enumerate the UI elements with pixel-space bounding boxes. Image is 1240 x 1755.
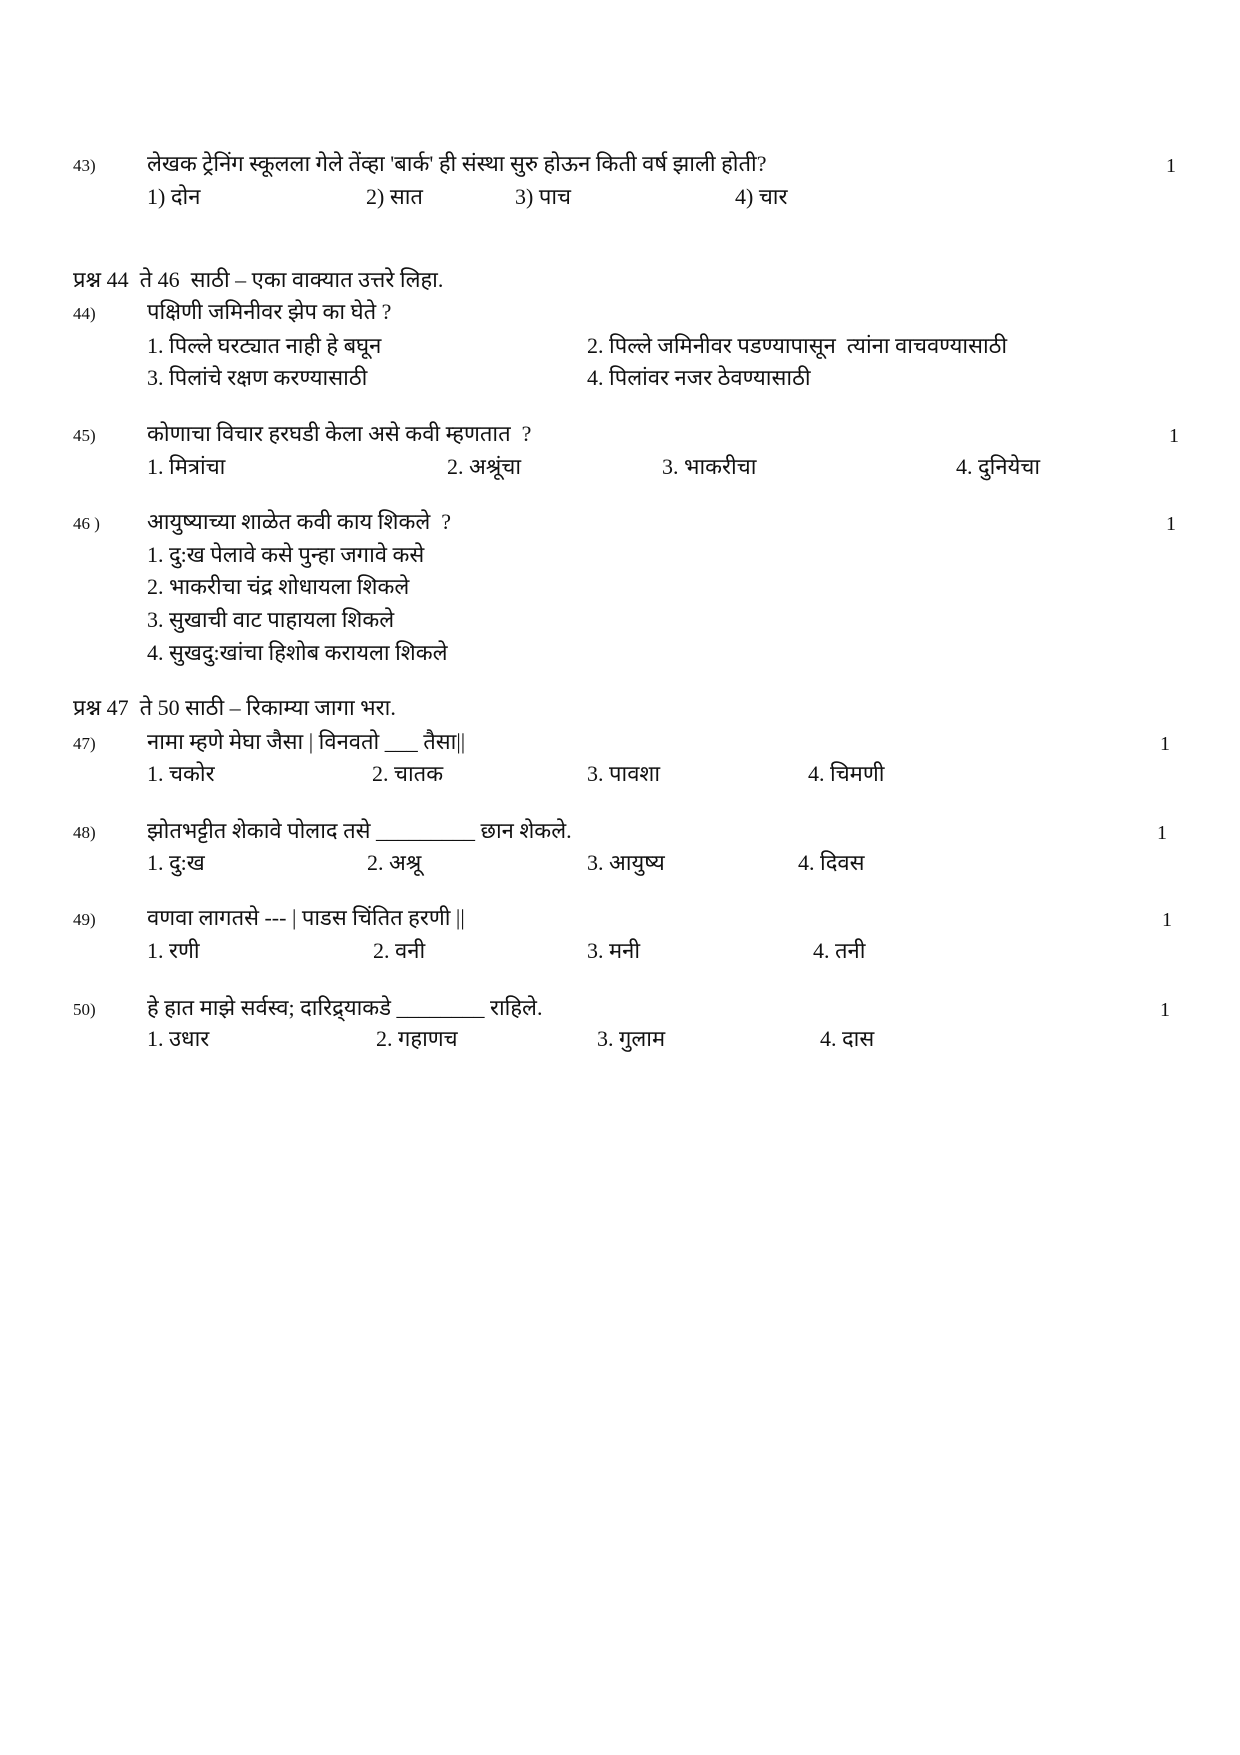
option: 1) दोन	[147, 184, 201, 209]
option: 1. चकोर	[147, 761, 215, 786]
question-text: हे हात माझे सर्वस्व; दारिद्र्याकडे ________ राहिले.	[147, 995, 543, 1020]
question-text: कोणाचा विचार हरघडी केला असे कवी म्हणतात ?	[147, 421, 532, 446]
question-number: 44)	[73, 304, 96, 323]
option: 1. मित्रांचा	[147, 454, 226, 479]
question-number: 50)	[73, 1000, 96, 1019]
question-marks: 1	[1162, 909, 1172, 931]
question-marks: 1	[1166, 513, 1176, 535]
option: 2. गहाणच	[376, 1026, 458, 1051]
option: 1. दु:ख पेलावे कसे पुन्हा जगावे कसे	[147, 542, 425, 567]
option: 3. आयुष्य	[587, 850, 665, 875]
option: 4. चिमणी	[808, 761, 885, 786]
option: 4. पिलांवर नजर ठेवण्यासाठी	[587, 365, 811, 390]
question-number: 46 )	[73, 514, 100, 533]
question-marks: 1	[1157, 822, 1167, 844]
question-marks: 1	[1166, 155, 1176, 177]
option: 3. पिलांचे रक्षण करण्यासाठी	[147, 365, 368, 390]
question-marks: 1	[1160, 733, 1170, 755]
option: 3) पाच	[515, 184, 571, 209]
question-text: झोतभट्टीत शेकावे पोलाद तसे _________ छान शेकले.	[147, 818, 572, 843]
question-text: नामा म्हणे मेघा जैसा | विनवतो ___ तैसा||	[147, 729, 466, 754]
option: 1. पिल्ले घरट्यात नाही हे बघून	[147, 333, 382, 358]
question-text: लेखक ट्रेनिंग स्कूलला गेले तेंव्हा 'बार्क' ही संस्था सुरु होऊन किती वर्ष झाली होती?	[147, 151, 767, 176]
section-header: प्रश्न 47 ते 50 साठी – रिकाम्या जागा भरा.	[73, 695, 396, 720]
question-number: 49)	[73, 910, 96, 929]
option: 3. भाकरीचा	[662, 454, 757, 479]
option: 3. गुलाम	[597, 1026, 666, 1051]
section-header: प्रश्न 44 ते 46 साठी – एका वाक्यात उत्तरे लिहा.	[73, 267, 444, 292]
question-marks: 1	[1160, 999, 1170, 1021]
option: 2) सात	[366, 184, 423, 209]
question-text: आयुष्याच्या शाळेत कवी काय शिकले ?	[147, 509, 452, 534]
option: 3. सुखाची वाट पाहायला शिकले	[147, 607, 395, 632]
option: 4. दुनियेचा	[956, 454, 1041, 479]
option: 2. अश्रूंचा	[447, 454, 522, 479]
question-number: 45)	[73, 426, 96, 445]
option: 3. पावशा	[587, 761, 661, 786]
option: 4. दास	[820, 1026, 875, 1051]
question-number: 48)	[73, 823, 96, 842]
question-number: 47)	[73, 734, 96, 753]
option: 3. मनी	[587, 938, 641, 963]
question-text: पक्षिणी जमिनीवर झेप का घेते ?	[147, 299, 392, 324]
option: 2. वनी	[373, 938, 426, 963]
question-text: वणवा लागतसे --- | पाडस चिंतित हरणी ||	[147, 905, 465, 930]
option: 1. उधार	[147, 1026, 210, 1051]
option: 4. तनी	[813, 938, 866, 963]
option: 4) चार	[735, 184, 788, 209]
question-number: 43)	[73, 156, 96, 175]
option: 1. दु:ख	[147, 850, 205, 875]
option: 4. सुखदु:खांचा हिशोब करायला शिकले	[147, 640, 448, 665]
option: 2. चातक	[372, 761, 444, 786]
option: 2. भाकरीचा चंद्र शोधायला शिकले	[147, 574, 410, 599]
option: 1. रणी	[147, 938, 200, 963]
option: 2. अश्रू	[367, 850, 422, 875]
question-marks: 1	[1169, 425, 1179, 447]
option: 4. दिवस	[798, 850, 865, 875]
option: 2. पिल्ले जमिनीवर पडण्यापासून त्यांना वाचवण्यासाठी	[587, 333, 1008, 358]
